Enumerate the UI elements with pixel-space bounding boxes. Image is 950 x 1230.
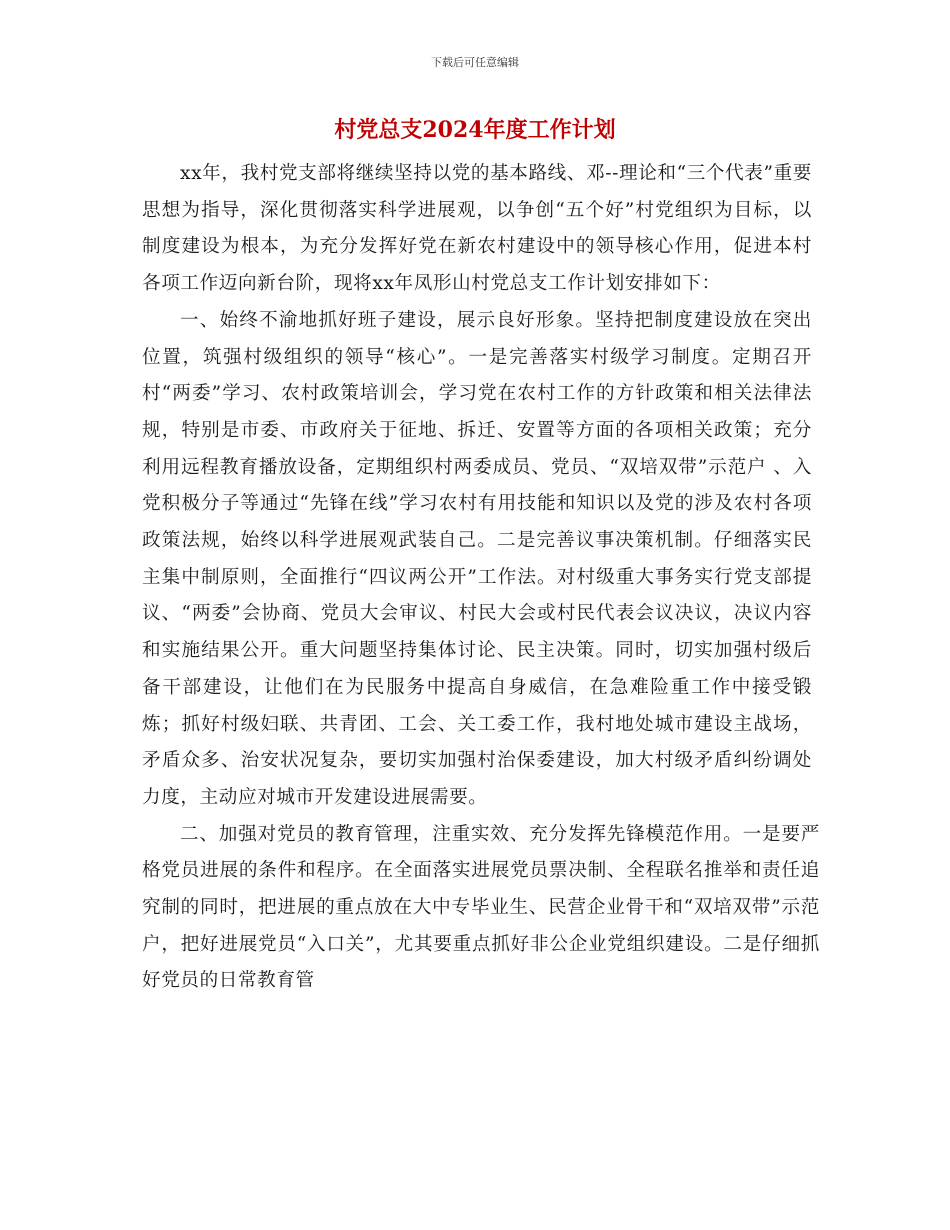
paragraph-intro: xx年，我村党支部将继续坚持以党的基本路线、邓--理论和“三个代表”重要思想为指导，深化贯彻落实科学进展观，以争创“五个好”村党组织为目标，以制度建设为根本，为充分发挥好党在新农村建设中的领导核心作用，促进本村各项工作迈向新台阶，现将xx年凤形山村党总支工作计划安排如下： (142, 163, 812, 295)
paragraph-section-2: 二、加强对党员的教育管理，注重实效、充分发挥先锋模范作用。一是要严格党员进展的条件和程序。在全面落实进展党员票决制、全程联名推举和责任追究制的同时，把进展的重点放在大中专毕业生、民营企业骨干和“双培双带”示范户，把好进展党员“入口关”，尤其要重点抓好非公企业党组织建设。二是仔细抓好党员的日常教育管 (142, 823, 820, 992)
document-body (142, 156, 820, 1000)
document-title: 村党总支2024年度工作计划 (334, 117, 616, 143)
paragraph-section-1: 一、始终不渝地抓好班子建设，展示良好形象。坚持把制度建设放在突出位置，筑强村级组织的领导“核心”。一是完善落实村级学习制度。定期召开村“两委”学习、农村政策培训会，学习党在农村工作的方针政策和相关法律法规，特别是市委、市政府关于征地、拆迁、安置等方面的各项相关政策；充分利用远程教育播放设备，定期组织村两委成员、党员、“双培双带”示范户 、入党积极分子等通过“先锋在线”学习农村有用技能和知识以及党的涉及农村各项政策法规，始终以科学进展观武装自己。二是完善议事决策机制。仔细落实民主集中制原则，全面推行“四议两公开”工作法。对村级重大事务实行党支部提议、“两委”会协商、党员大会审议、村民大会或村民代表会议决议，决议内容和实施结果公开。重大问题坚持集体讨论、民主决策。同时，切实加强村级后备干部建设，让他们在为民服务中提高自身威信，在急难险重工作中接受锻炼；抓好村级妇联、共青团、工会、关工委工作，我村地处城市建设主战场，矛盾众多、治安状况复杂，要切实加强村治保委建设，加大村级矛盾纠纷调处力度，主动应对城市开发建设进展需要。 (142, 309, 812, 808)
header-note: 下载后可任意编辑 (431, 56, 519, 69)
